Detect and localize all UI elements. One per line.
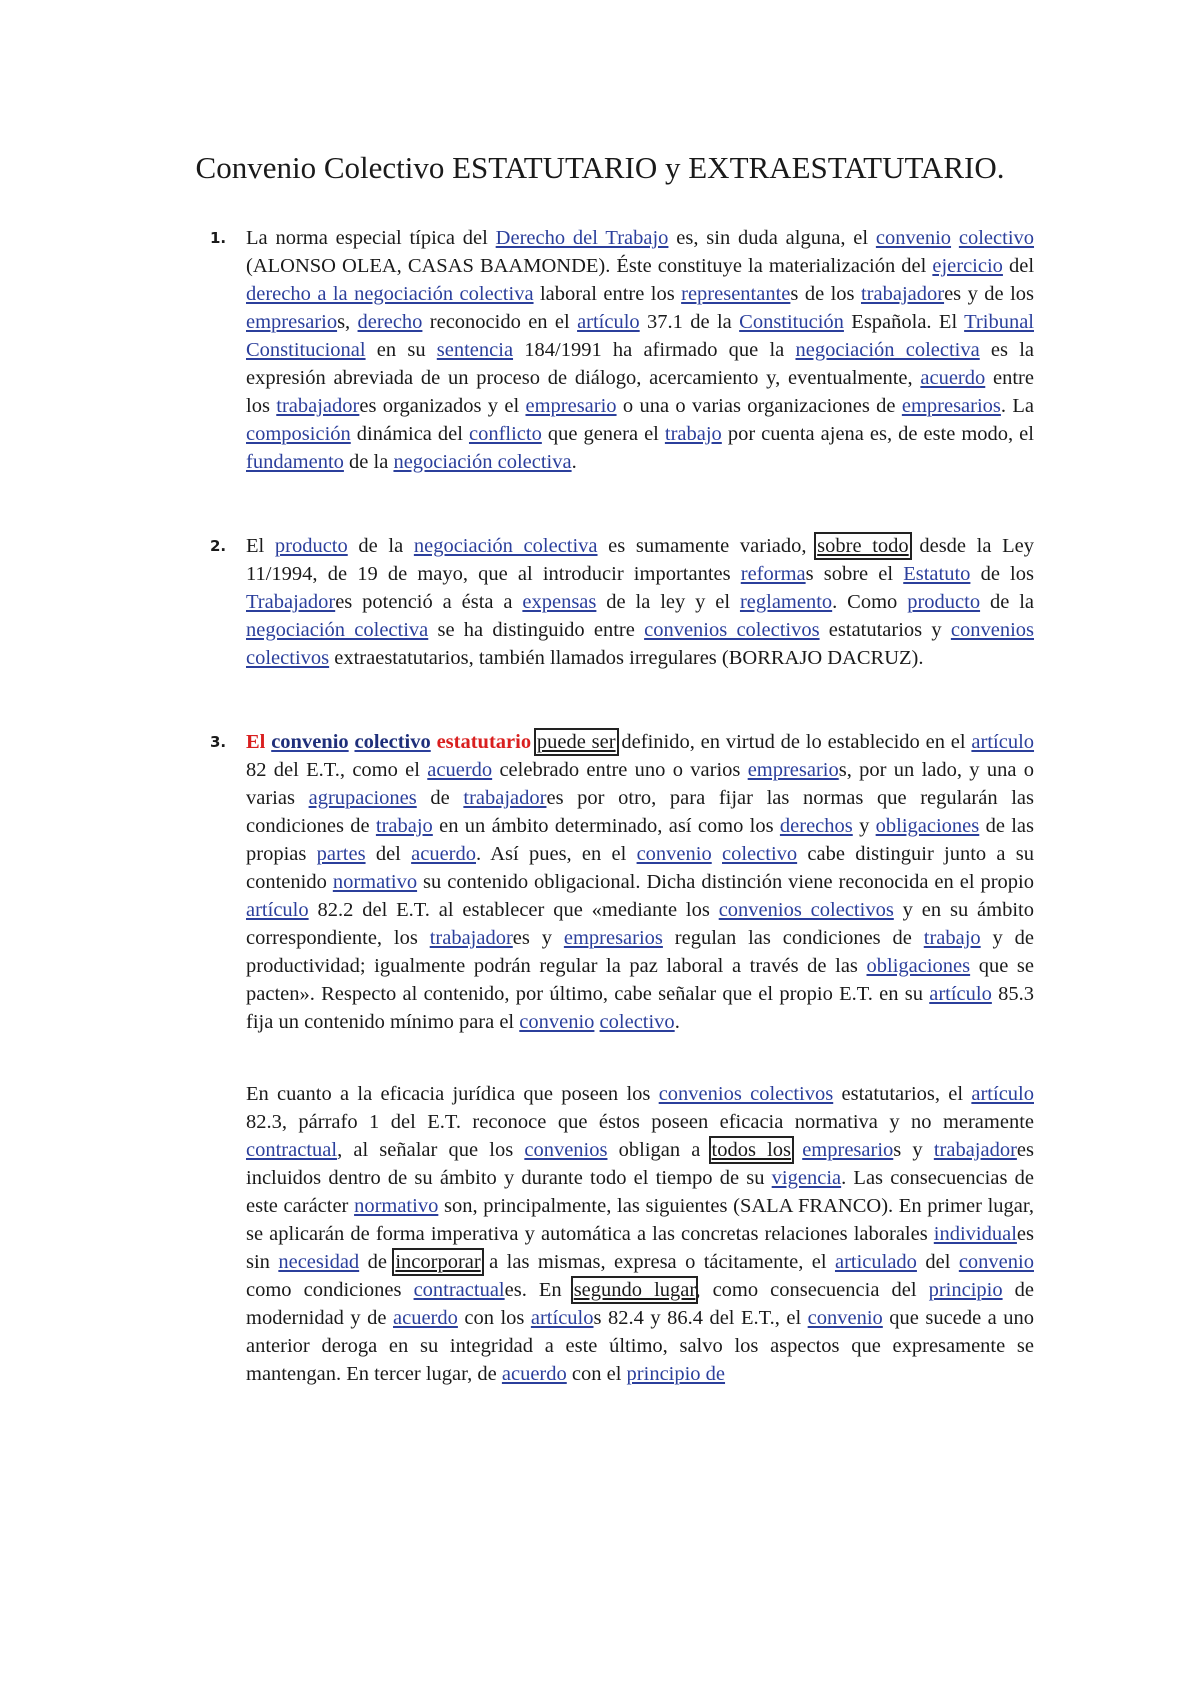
text-run: extraestatutarios, también llamados irregulares (BORRAJO DACRUZ). (329, 647, 924, 669)
hyperlink[interactable]: colectivo (958, 227, 1035, 249)
hyperlink[interactable]: acuerdo (501, 1363, 567, 1385)
document-title: Convenio Colectivo ESTATUTARIO y EXTRAESTATUTARIO. (195, 150, 1005, 185)
list-item-3-continued (246, 1080, 1034, 1388)
text-run: es y de los (944, 283, 1034, 305)
text-run: de (359, 1251, 396, 1273)
text-run: del (916, 1251, 959, 1273)
text-run: del (365, 843, 412, 865)
hyperlink[interactable]: convenio (875, 227, 952, 249)
boxed-phrase: todos los (711, 1139, 792, 1161)
paragraph (246, 728, 1034, 1036)
text-run: y de productividad; igualmente podrán regular la paz laboral a través de las (246, 927, 1035, 977)
hyperlink[interactable]: reforma (740, 563, 806, 585)
boxed-phrase: puede ser (536, 731, 616, 753)
text-run: s de los (790, 283, 861, 305)
text-run: 82 del E.T., como el (246, 759, 428, 781)
hyperlink[interactable]: conflicto (468, 423, 542, 445)
text-run: es por otro, para fijar las normas que regularán las condiciones de (246, 787, 1035, 837)
text-run: 184/1991 ha afirmado que la (513, 339, 796, 361)
hyperlink[interactable]: fundamento (246, 451, 344, 473)
paragraph (246, 532, 1034, 672)
hyperlink[interactable]: convenios colectivos (658, 1083, 834, 1105)
text-run: . Así pues, en el (476, 843, 637, 865)
text-run: de las propias (246, 815, 1035, 865)
text-run: es. En (504, 1279, 574, 1301)
hyperlink[interactable]: artículo (246, 899, 309, 921)
hyperlink[interactable]: negociación colectiva (795, 339, 980, 361)
text-run: y (852, 815, 876, 837)
hyperlink[interactable]: negociación colectiva (413, 535, 598, 557)
text-run: de la (980, 591, 1034, 613)
hyperlink[interactable]: necesidad (278, 1251, 360, 1273)
hyperlink[interactable]: convenios colectivos (246, 619, 1034, 669)
hyperlink[interactable]: artículo (929, 983, 992, 1005)
hyperlink[interactable]: principio de (626, 1363, 726, 1385)
hyperlink[interactable]: colectivo (599, 1011, 675, 1033)
text-run: es la expresión abreviada de un proceso de diálogo, acercamiento y, eventualmente, (246, 339, 1035, 389)
text-run: es potenció a ésta a (335, 591, 523, 613)
text-run: En cuanto a la eficacia jurídica que poseen los (246, 1083, 659, 1105)
list-number: 1. (210, 229, 227, 247)
text-run: como condiciones (246, 1279, 414, 1301)
text-run: de los (970, 563, 1034, 585)
list-item-2 (210, 532, 1034, 672)
text-run: con el (566, 1363, 627, 1385)
hyperlink[interactable]: acuerdo (427, 759, 493, 781)
text-run: estatutarios, el (833, 1083, 972, 1105)
hyperlink[interactable]: convenio (519, 1011, 595, 1033)
text-run: de la ley y el (596, 591, 740, 613)
text-run: . (571, 451, 577, 473)
text-run: , como consecuencia del (695, 1279, 929, 1301)
hyperlink[interactable]: contractual (246, 1139, 338, 1161)
hyperlink[interactable]: sentencia (436, 339, 514, 361)
hyperlink[interactable]: ejercicio (932, 255, 1003, 277)
hyperlink[interactable]: obligaciones (866, 955, 971, 977)
hyperlink[interactable]: agrupaciones (308, 787, 417, 809)
hyperlink[interactable]: empresarios (901, 395, 1001, 417)
hyperlink[interactable]: composición (246, 423, 351, 445)
hyperlink[interactable]: trabajo (375, 815, 433, 837)
hyperlink[interactable]: Derecho del Trabajo (495, 227, 669, 249)
hyperlink[interactable]: principio (928, 1279, 1003, 1301)
hyperlink[interactable]: artículo (577, 311, 640, 333)
hyperlink[interactable]: vigencia (771, 1167, 842, 1189)
text-run: entre los (246, 367, 1034, 417)
hyperlink[interactable]: acuerdo (393, 1307, 458, 1329)
hyperlink[interactable]: artículo (971, 731, 1035, 753)
text-run: s, (337, 311, 358, 333)
hyperlink[interactable]: derechos (779, 815, 853, 837)
text-run: La norma especial típica del (246, 227, 496, 249)
boxed-phrase: sobre todo (817, 535, 909, 557)
hyperlink[interactable]: artículo (971, 1083, 1034, 1105)
hyperlink[interactable]: convenio (271, 731, 349, 753)
text-run: 82.3, párrafo 1 del E.T. reconoce que éstos poseen eficacia normativa y no meramente (246, 1111, 1034, 1133)
hyperlink[interactable]: trabajador (860, 283, 945, 305)
list-number: 2. (210, 537, 227, 555)
text-run: de modernidad y de (246, 1279, 1034, 1329)
text-run (712, 843, 722, 865)
hyperlink[interactable]: trabajo (664, 423, 722, 445)
text-run: su contenido obligacional. Dicha distinción viene reconocida en el propio (417, 871, 1034, 893)
hyperlink[interactable]: acuerdo (411, 843, 476, 865)
hyperlink[interactable]: acuerdo (920, 367, 986, 389)
text-run: con los (457, 1307, 531, 1329)
text-run: por cuenta ajena es, de este modo, el (721, 423, 1034, 445)
hyperlink[interactable]: empresarios (563, 927, 663, 949)
text-run: reconocido en el (422, 311, 578, 333)
text-run: de la (347, 535, 414, 557)
text-run: y en su ámbito correspondiente, los (246, 899, 1034, 949)
text-run: . Las consecuencias de este carácter (246, 1167, 1034, 1217)
hyperlink[interactable]: Trabajador (246, 591, 336, 613)
text-run: en un ámbito determinado, así como los (432, 815, 780, 837)
boxed-phrase: incorporar (395, 1251, 481, 1273)
boxed-phrase: segundo lugar (573, 1279, 696, 1301)
text-run: s y (893, 1139, 934, 1161)
hyperlink[interactable]: negociación colectiva (246, 619, 429, 641)
hyperlink[interactable]: trabajador (463, 787, 547, 809)
text-run: que se pacten». Respecto al contenido, por último, cabe señalar que el propio E.T. en su (246, 955, 1034, 1005)
text-run: en su (365, 339, 437, 361)
text-run: . Como (832, 591, 908, 613)
hyperlink[interactable]: Estatuto (903, 563, 971, 585)
hyperlink[interactable]: representante (681, 283, 791, 305)
text-run: s sobre el (805, 563, 904, 585)
highlight-text: El (246, 731, 272, 753)
hyperlink[interactable]: reglamento (739, 591, 833, 613)
text-run: El (246, 535, 275, 557)
list-number: 3. (210, 733, 227, 751)
hyperlink[interactable]: empresario (246, 311, 338, 333)
hyperlink[interactable]: normativo (332, 871, 418, 893)
text-run: es y (512, 927, 564, 949)
text-run: (ALONSO OLEA, CASAS BAAMONDE). Éste constituye la materialización del (246, 255, 933, 277)
hyperlink[interactable]: trabajador (276, 395, 360, 417)
text-run: del (1002, 255, 1035, 277)
hyperlink[interactable]: obligaciones (875, 815, 980, 837)
text-run: que sucede a uno anterior deroga en su integridad a este último, salvo los aspectos que expresamente se mantengan. En tercer lugar, de (246, 1307, 1034, 1385)
text-run: es, sin duda alguna, el (668, 227, 876, 249)
text-run: es sin (246, 1223, 1034, 1273)
hyperlink[interactable]: convenio (807, 1307, 883, 1329)
text-run: regulan las condiciones de (662, 927, 924, 949)
text-run: se ha distinguido entre (428, 619, 645, 641)
text-run: 37.1 de la (639, 311, 740, 333)
text-run: desde la Ley 11/1994, de 19 de mayo, que al introducir importantes (246, 535, 1034, 585)
hyperlink[interactable]: derecho a la negociación colectiva (246, 283, 534, 305)
text-run: son, principalmente, las siguientes (SALA FRANCO). En primer lugar, se aplicarán de forma imperativa y automática a las concretas relaciones laborales (246, 1195, 1034, 1245)
hyperlink[interactable]: producto (907, 591, 981, 613)
list-item-3 (210, 728, 1035, 1036)
paragraph (246, 224, 1034, 476)
paragraph (246, 1080, 1034, 1388)
hyperlink[interactable]: colectivo (354, 731, 431, 753)
text-run: 85.3 fija un contenido mínimo para el (246, 983, 1034, 1033)
hyperlink[interactable]: empresario (802, 1139, 894, 1161)
text-run: es organizados y el (359, 395, 526, 417)
text-run: 82.2 del E.T. al establecer que «mediante los (308, 899, 719, 921)
text-run: es sumamente variado, (597, 535, 818, 557)
hyperlink[interactable]: Tribunal Constitucional (246, 311, 1034, 361)
hyperlink[interactable]: colectivo (722, 843, 798, 865)
hyperlink[interactable]: trabajador (429, 927, 513, 949)
text-run: o una o varias organizaciones de (616, 395, 902, 417)
text-run: estatutarios y (819, 619, 951, 641)
text-run: celebrado entre uno o varios (492, 759, 748, 781)
hyperlink[interactable]: derecho (357, 311, 423, 333)
hyperlink[interactable]: individual (933, 1223, 1017, 1245)
text-run: dinámica del (350, 423, 469, 445)
hyperlink[interactable]: empresario (525, 395, 617, 417)
text-run (791, 1139, 802, 1161)
text-run (951, 227, 959, 249)
text-run: cabe distinguir junto a su contenido (246, 843, 1035, 893)
hyperlink[interactable]: convenios colectivos (644, 619, 820, 641)
hyperlink[interactable]: trabajador (933, 1139, 1017, 1161)
hyperlink[interactable]: articulado (834, 1251, 917, 1273)
hyperlink[interactable]: negociación colectiva (393, 451, 572, 473)
hyperlink[interactable]: Constitución (739, 311, 844, 333)
hyperlink[interactable]: trabajo (923, 927, 981, 949)
text-run: laboral entre los (533, 283, 682, 305)
text-run: que genera el (541, 423, 665, 445)
text-run: de la (343, 451, 394, 473)
highlight-text: estatutario (430, 731, 532, 753)
text-run: Española. El (843, 311, 965, 333)
text-run: . (674, 1011, 680, 1033)
hyperlink[interactable]: normativo (354, 1195, 439, 1217)
text-run: a las mismas, expresa o tácitamente, el (480, 1251, 835, 1273)
hyperlink[interactable]: convenio (636, 843, 712, 865)
text-run: . La (1000, 395, 1034, 417)
hyperlink[interactable]: artículo (530, 1307, 594, 1329)
text-run: obligan a (607, 1139, 712, 1161)
hyperlink[interactable]: producto (274, 535, 348, 557)
hyperlink[interactable]: convenio (958, 1251, 1034, 1273)
hyperlink[interactable]: empresario (747, 759, 839, 781)
text-run: es incluidos dentro de su ámbito y durante todo el tiempo de su (246, 1139, 1034, 1189)
text-run: s, por un lado, y una o varias (246, 759, 1035, 809)
list-item-1 (210, 224, 1035, 476)
hyperlink[interactable]: convenios colectivos (718, 899, 894, 921)
text-run: de (416, 787, 464, 809)
hyperlink[interactable]: convenios (524, 1139, 608, 1161)
text-run: s 82.4 y 86.4 del E.T., el (593, 1307, 808, 1329)
hyperlink[interactable]: contractual (413, 1279, 505, 1301)
hyperlink[interactable]: partes (316, 843, 366, 865)
text-run: , al señalar que los (337, 1139, 525, 1161)
text-run: definido, en virtud de lo establecido en el (615, 731, 972, 753)
hyperlink[interactable]: expensas (522, 591, 597, 613)
